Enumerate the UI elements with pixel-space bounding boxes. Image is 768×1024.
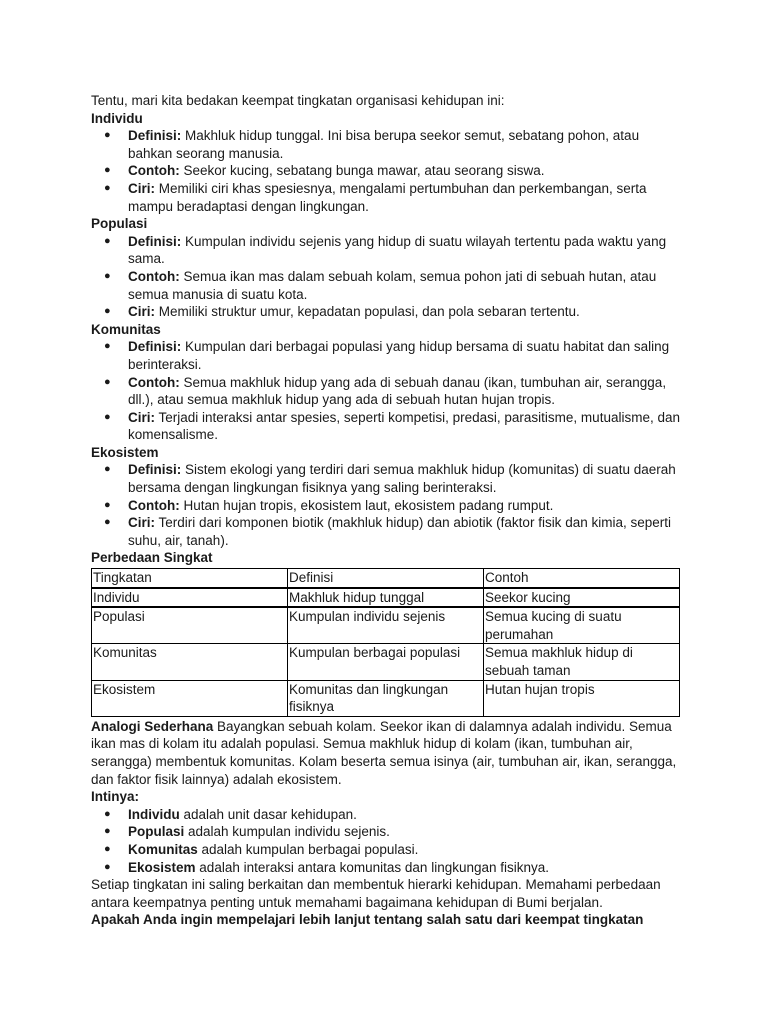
section-heading-ekosistem: Ekosistem (91, 444, 159, 460)
core-text: adalah kumpulan berbagai populasi. (197, 841, 419, 857)
table-cell: Populasi (92, 607, 288, 644)
list-item (91, 162, 681, 180)
list-item (91, 303, 681, 321)
item-label: Definisi: (128, 233, 182, 249)
list-item (91, 233, 681, 268)
table-cell: Hutan hujan tropis (484, 680, 680, 716)
core-term: Ekosistem (128, 859, 196, 875)
item-text: Kumpulan individu sejenis yang hidup di suatu wilayah tertentu pada waktu yang sama. (128, 233, 667, 267)
section-list-populasi (91, 233, 681, 321)
analogy-paragraph (91, 718, 681, 788)
list-item (91, 268, 681, 303)
core-text: adalah kumpulan individu sejenis. (184, 824, 390, 840)
table-cell: Makhluk hidup tunggal (288, 588, 484, 608)
section-list-komunitas (91, 338, 681, 444)
item-text: Kumpulan dari berbagai populasi yang hidup bersama di suatu habitat dan saling berinteraksi. (128, 339, 670, 372)
list-item (91, 514, 681, 549)
item-text: Semua makhluk hidup yang ada di sebuah danau (ikan, tumbuhan air, serangga, dll.), atau semua makhluk hidup yang ada di sebuah hutan hujan tropis. (128, 374, 667, 408)
item-label: Definisi: (128, 128, 182, 144)
section-heading-populasi: Populasi (91, 216, 148, 232)
item-label: Contoh: (128, 374, 180, 390)
table-cell: Komunitas (92, 644, 288, 680)
table-cell: Kumpulan individu sejenis (288, 607, 484, 644)
table-cell: Semua makhluk hidup di sebuah taman (484, 644, 680, 680)
table-cell: Ekosistem (92, 680, 288, 716)
table-header-row (92, 569, 680, 588)
list-item (91, 180, 681, 215)
item-text: Makhluk hidup tunggal. Ini bisa berupa seekor semut, sebatang pohon, atau bahkan seorang manusia. (128, 128, 640, 161)
list-item (91, 806, 681, 824)
core-list (91, 806, 681, 876)
core-heading: Intinya: (91, 789, 140, 805)
table-row (92, 607, 680, 644)
item-text: Memiliki ciri khas spesiesnya, mengalami pertumbuhan dan perkembangan, serta mampu beradaptasi dengan lingkungan. (128, 180, 647, 214)
analogy-text: Bayangkan sebuah kolam. Seekor ikan di dalamnya adalah individu. Semua ikan mas di kolam itu adalah populasi. Semua makhluk hidup di kolam (ikan, tumbuhan air, serangga) membentuk komunitas. Kolam beserta semua isinya (air, tumbuhan air, ikan, serangga, dan faktor fisik lainnya) adalah ekosistem. (91, 718, 677, 787)
core-text: adalah interaksi antara komunitas dan lingkungan fisiknya. (195, 859, 550, 875)
table-header-cell: Tingkatan (92, 569, 288, 588)
closing-question: Apakah Anda ingin mempelajari lebih lanjut tentang salah satu dari keempat tingkatan (91, 912, 644, 928)
section-list-individu (91, 127, 681, 215)
list-item (91, 823, 681, 841)
list-item (91, 409, 681, 444)
table-cell: Kumpulan berbagai populasi (288, 644, 484, 680)
table-row (92, 644, 680, 680)
item-text: Terjadi interaksi antar spesies, seperti kompetisi, predasi, parasitisme, mutualisme, dan komensalisme. (128, 409, 680, 443)
table-header-cell: Contoh (484, 569, 680, 588)
table-row (92, 588, 680, 608)
core-term: Populasi (128, 824, 185, 840)
comparison-table (91, 568, 680, 717)
core-term: Komunitas (128, 841, 198, 857)
item-label: Ciri: (128, 304, 155, 320)
item-text: Memiliki struktur umur, kepadatan populasi, dan pola sebaran tertentu. (155, 304, 580, 320)
table-cell: Individu (92, 588, 288, 608)
item-label: Ciri: (128, 515, 155, 531)
list-item (91, 127, 681, 162)
table-cell: Semua kucing di suatu perumahan (484, 607, 680, 644)
item-text: Sistem ekologi yang terdiri dari semua makhluk hidup (komunitas) di suatu daerah bersama dengan lingkungan fisiknya yang saling berinteraksi. (128, 462, 676, 496)
item-label: Contoh: (128, 163, 180, 179)
table-row (92, 680, 680, 716)
list-item (91, 841, 681, 859)
document-page (91, 92, 681, 929)
intro-text: Tentu, mari kita bedakan keempat tingkatan organisasi kehidupan ini: (91, 93, 505, 108)
list-item (91, 374, 681, 409)
section-heading-individu: Individu (91, 110, 143, 126)
item-text: Seekor kucing, sebatang bunga mawar, atau seorang siswa. (179, 163, 545, 179)
conclusion-paragraph: Setiap tingkatan ini saling berkaitan dan membentuk hierarki kehidupan. Memahami perbedaan antara keempatnya penting untuk memahami bagaimana kehidupan di Bumi berjalan. (91, 877, 661, 910)
list-item (91, 461, 681, 496)
section-heading-komunitas: Komunitas (91, 321, 161, 337)
item-label: Contoh: (128, 268, 180, 284)
list-item (91, 859, 681, 877)
item-label: Contoh: (128, 497, 180, 513)
core-text: adalah unit dasar kehidupan. (179, 806, 357, 822)
section-list-ekosistem (91, 461, 681, 549)
item-text: Semua ikan mas dalam sebuah kolam, semua pohon jati di sebuah hutan, atau semua manusia di suatu kota. (128, 268, 657, 302)
item-label: Ciri: (128, 409, 155, 425)
item-text: Hutan hujan tropis, ekosistem laut, ekosistem padang rumput. (179, 497, 554, 513)
table-cell: Seekor kucing (484, 588, 680, 608)
table-header-cell: Definisi (288, 569, 484, 588)
analogy-label: Analogi Sederhana (91, 718, 214, 734)
item-label: Definisi: (128, 339, 182, 355)
table-cell: Komunitas dan lingkungan fisiknya (288, 680, 484, 716)
list-item (91, 497, 681, 515)
summary-heading: Perbedaan Singkat (91, 550, 213, 566)
item-text: Terdiri dari komponen biotik (makhluk hidup) dan abiotik (faktor fisik dan kimia, seperti suhu, air, tanah). (128, 515, 671, 548)
item-label: Definisi: (128, 462, 182, 478)
item-label: Ciri: (128, 180, 155, 196)
list-item (91, 338, 681, 373)
core-term: Individu (128, 806, 180, 822)
